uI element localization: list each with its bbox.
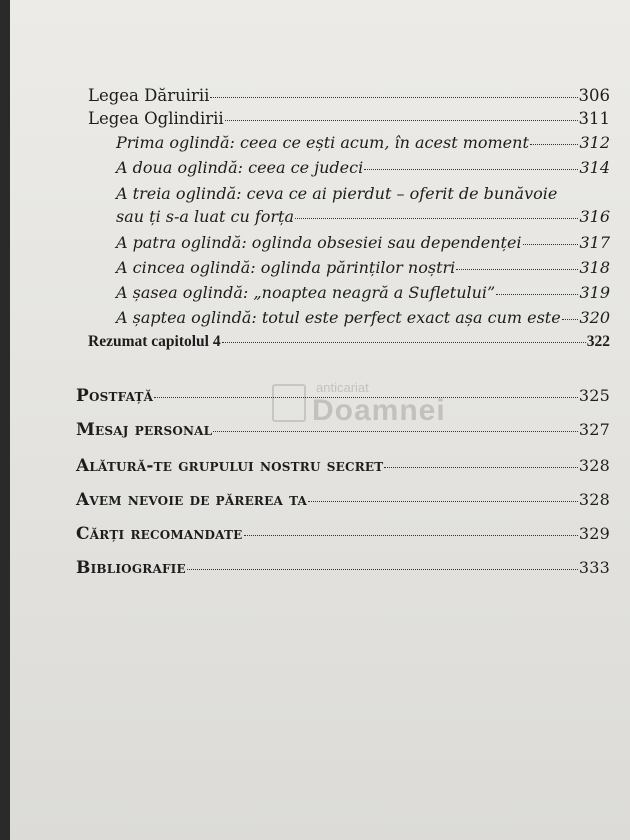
toc-entry-page: 327: [578, 420, 610, 439]
toc-entry-label: Prima oglindă: ceea ce ești acum, în acest moment: [116, 133, 529, 152]
dot-leader: [384, 467, 578, 468]
dot-leader: [213, 431, 578, 432]
toc-entry-label: Legea Dăruirii: [88, 86, 210, 105]
watermark-small-text: anticariat: [316, 380, 369, 395]
toc-entry-page: 312: [579, 133, 610, 152]
dot-leader: [210, 97, 577, 98]
dot-leader: [222, 342, 586, 343]
toc-entry-mirror-3-line1: A treia oglindă: ceva ce ai pierdut – oferit de bunăvoie: [116, 184, 558, 203]
dot-leader: [364, 169, 578, 170]
toc-entry-page: 328: [578, 456, 610, 475]
toc-entry-mirror-3: [116, 207, 610, 226]
toc-entry-mirror-1: [116, 133, 610, 152]
toc-entry-legea-oglindirii: [88, 109, 610, 128]
toc-entry-page: 329: [578, 524, 610, 543]
toc-entry-label: Avem nevoie de părerea ta: [76, 490, 308, 510]
toc-entry-label: A șasea oglindă: „noaptea neagră a Sufletului”: [116, 283, 496, 302]
toc-entry-mirror-5: [116, 258, 610, 277]
toc-entry-mesaj-personal: [76, 420, 610, 440]
toc-entry-page: 317: [579, 233, 610, 252]
dot-leader: [562, 319, 579, 320]
toc-entry-mirror-4: [116, 233, 610, 252]
table-of-contents: [10, 0, 630, 840]
toc-entry-label: Bibliografie: [76, 558, 186, 578]
dot-leader: [523, 244, 579, 245]
toc-entry-label: A doua oglindă: ceea ce judeci: [116, 158, 364, 177]
toc-entry-page: 325: [578, 386, 610, 405]
dot-leader: [530, 144, 579, 145]
toc-entry-page: 320: [579, 308, 610, 327]
toc-entry-page: 314: [579, 158, 610, 177]
toc-entry-page: 319: [579, 283, 610, 302]
dot-leader: [496, 294, 578, 295]
toc-entry-page: 316: [579, 207, 610, 226]
dot-leader: [295, 218, 578, 219]
dot-leader: [225, 120, 578, 121]
dot-leader: [244, 535, 578, 536]
book-page: [10, 0, 630, 840]
toc-entry-mirror-7: [116, 308, 610, 327]
toc-entry-parerea-ta: [76, 490, 610, 510]
toc-entry-label: A șaptea oglindă: totul este perfect exact așa cum este: [116, 308, 561, 327]
toc-entry-label: Alătură-te grupului nostru secret: [76, 456, 384, 476]
toc-entry-mirror-6: [116, 283, 610, 302]
dot-leader: [456, 269, 578, 270]
toc-entry-grup-secret: [76, 456, 610, 476]
toc-entry-postfata: [76, 386, 610, 406]
toc-entry-label: sau ți s-a luat cu forța: [116, 207, 295, 226]
toc-entry-label: Mesaj personal: [76, 420, 213, 440]
toc-entry-summary: [88, 333, 610, 351]
toc-entry-carti-recomandate: [76, 524, 610, 544]
toc-entry-page: 311: [578, 109, 610, 128]
toc-entry-page: 333: [578, 558, 610, 577]
toc-entry-label: Rezumat capitolul 4: [88, 333, 221, 350]
toc-entry-label: A patra oglindă: oglinda obsesiei sau dependenței: [116, 233, 522, 252]
toc-entry-page: 318: [579, 258, 610, 277]
toc-entry-label: Cărți recomandate: [76, 524, 243, 544]
toc-entry-label: Postfață: [76, 386, 154, 406]
dot-leader: [187, 569, 578, 570]
toc-entry-bibliografie: [76, 558, 610, 578]
toc-entry-legea-daruirii: [88, 86, 610, 105]
toc-entry-page: 322: [586, 333, 610, 350]
toc-entry-label: A cincea oglindă: oglinda părinților noștri: [116, 258, 456, 277]
toc-entry-page: 328: [578, 490, 610, 509]
dot-leader: [154, 397, 578, 398]
watermark-big-text: Doamnei: [312, 394, 446, 427]
toc-entry-mirror-2: [116, 158, 610, 177]
toc-entry-label: Legea Oglindirii: [88, 109, 224, 128]
dot-leader: [308, 501, 578, 502]
toc-entry-page: 306: [578, 86, 610, 105]
